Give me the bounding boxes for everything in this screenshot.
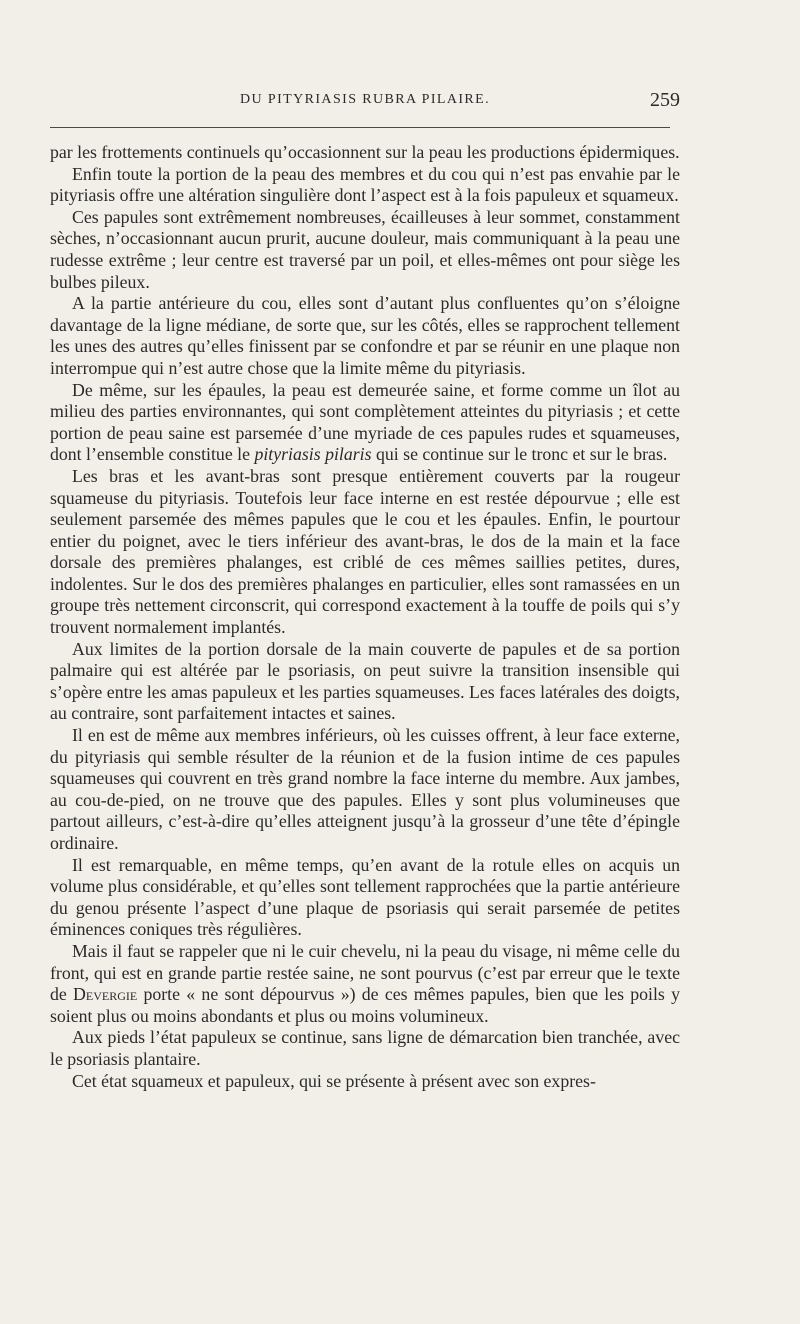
paragraph-8: Il en est de même aux membres inférieurs, où les cuisses offrent, à leur face externe, du pityriasis qui semble résulter de la réunion et de la fusion intime de ces papules squameuses qui couvrent en très grand nombre la face interne du membre. Aux jambes, au cou-de-pied, on ne trouve que des papules. Elles y sont plus volumineuses que partout ailleurs, c’est-à-dire qu’elles atteignent jusqu’à la grosseur d’une tête d’épingle ordinaire. <box>50 725 680 853</box>
body-text <box>50 142 680 1092</box>
header-rule <box>50 127 670 128</box>
paragraph-10 <box>50 941 680 1027</box>
paragraph-7: Aux limites de la portion dorsale de la main couverte de papules et de sa portion palmaire qui est altérée par le psoriasis, on peut suivre la transition insensible qui s’opère entre les amas papuleux et les parties squameuses. Les faces latérales des doigts, au contraire, sont parfaitement intactes et saines. <box>50 638 680 724</box>
paragraph-6: Les bras et les avant-bras sont presque entièrement couverts par la rougeur squameuse du pityriasis. Toutefois leur face interne en est restée dépourvue ; elle est seulement parsemée des mêmes papules que le cou et les épaules. Enfin, le pourtour entier du poignet, avec le tiers inférieur des avant-bras, le dos de la main et la face dorsale des premières phalanges, est criblé de ces mêmes saillies petites, dures, indolentes. Sur le dos des premières phalanges en particulier, elles sont ramassées en un groupe très nettement circonscrit, qui correspond exactement à la touffe de poils qui s’y trouvent normalement implantés. <box>50 465 680 638</box>
paragraph-5 <box>50 380 680 466</box>
paragraph-4: A la partie antérieure du cou, elles sont d’autant plus confluentes qu’on s’éloigne davantage de la ligne médiane, de sorte que, sur les côtés, elles se rapprochent tellement les unes des autres qu’elles finissent par se confondre et par se réunir en une plaque non interrompue qui n’est autre chose que la limite même du pityriasis. <box>50 293 680 378</box>
paragraph-5-text-a: De même, sur les épaules, la peau est demeurée saine, et forme comme un îlot au milieu des parties environnantes, qui sont complètement atteintes du pityriasis ; et cette portion de peau saine est parsemée d’une myriade de ces papules rudes et squameuses, dont l’ensemble constitue le <box>50 379 680 465</box>
paragraph-12: Cet état squameux et papuleux, qui se présente à présent avec son expres- <box>72 1070 596 1091</box>
author-name-devergie: Devergie <box>73 984 138 1005</box>
paragraph-10-text-b: porte « ne sont dépourvus ») de ces mêmes papules, bien que les poils y soient plus ou moins abondants et plus ou moins volumineux. <box>50 984 680 1026</box>
paragraph-3: Ces papules sont extrêmement nombreuses, écailleuses à leur sommet, constamment sèches, n’occasionnant aucun prurit, aucune douleur, mais communiquant à la peau une rudesse extrême ; leur centre est traversé par un poil, et elles-mêmes ont pour siège les bulbes pileux. <box>50 206 680 292</box>
page-header <box>50 89 680 116</box>
paragraph-5-text-b: qui se continue sur le tronc et sur le bras. <box>371 444 668 465</box>
paragraph-11: Aux pieds l’état papuleux se continue, sans ligne de démarcation bien tranchée, avec le psoriasis plantaire. <box>50 1027 680 1069</box>
paragraph-10-text-a: Mais il faut se rappeler que ni le cuir chevelu, ni la peau du visage, ni même celle du front, qui est en grande partie restée saine, ne sont pourvus (c’est par erreur que le texte de <box>50 940 680 1005</box>
running-title: DU PITYRIASIS RUBRA PILAIRE. <box>240 92 490 107</box>
paragraph-2: Enfin toute la portion de la peau des membres et du cou qui n’est pas envahie par le pityriasis offre une altération singulière dont l’aspect est à la fois papuleux et squameux. <box>50 163 680 206</box>
paragraph-1: par les frottements continuels qu’occasionnent sur la peau les productions épidermiques. <box>50 142 680 162</box>
paragraph-9: Il est remarquable, en même temps, qu’en avant de la rotule elles on acquis un volume plus considérable, et qu’elles sont tellement rapprochées que la partie antérieure du genou présente l’aspect d’une plaque de psoriasis qui serait parsemée de petites éminences coniques très régulières. <box>50 854 680 940</box>
page-number: 259 <box>650 89 680 111</box>
pityriasis-pilaris-term: pityriasis pilaris <box>254 444 372 465</box>
